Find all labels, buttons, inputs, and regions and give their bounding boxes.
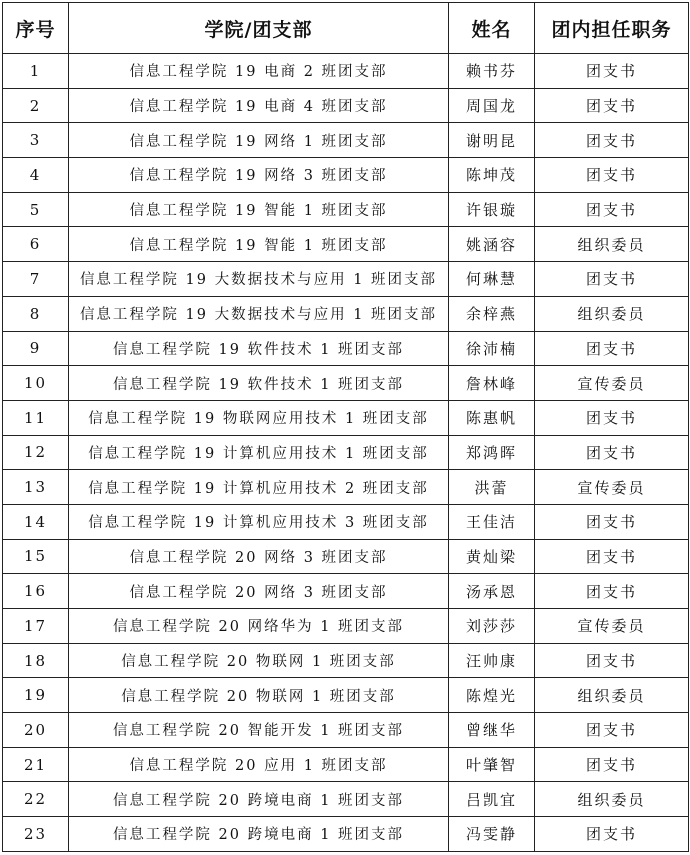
header-index: 序号 <box>3 3 69 54</box>
cell-role: 团支书 <box>535 331 689 366</box>
cell-unit: 信息工程学院 20 跨境电商 1 班团支部 <box>69 782 449 817</box>
cell-role: 组织委员 <box>535 678 689 713</box>
cell-role: 团支书 <box>535 504 689 539</box>
cell-name: 洪蕾 <box>449 470 535 505</box>
cell-unit: 信息工程学院 19 电商 2 班团支部 <box>69 54 449 89</box>
table-row <box>3 747 689 782</box>
cell-name: 赖书芬 <box>449 54 535 89</box>
cell-index: 13 <box>3 470 69 505</box>
table-body <box>3 54 689 852</box>
table-row <box>3 192 689 227</box>
cell-unit: 信息工程学院 19 电商 4 班团支部 <box>69 88 449 123</box>
cell-role: 团支书 <box>535 400 689 435</box>
cell-unit: 信息工程学院 20 网络华为 1 班团支部 <box>69 609 449 644</box>
cell-index: 10 <box>3 366 69 401</box>
cell-index: 19 <box>3 678 69 713</box>
table-row <box>3 539 689 574</box>
cell-unit: 信息工程学院 20 网络 3 班团支部 <box>69 574 449 609</box>
cell-name: 曾继华 <box>449 713 535 748</box>
cell-unit: 信息工程学院 19 物联网应用技术 1 班团支部 <box>69 400 449 435</box>
member-table <box>2 2 689 852</box>
cell-index: 5 <box>3 192 69 227</box>
cell-role: 团支书 <box>535 747 689 782</box>
cell-unit: 信息工程学院 20 智能开发 1 班团支部 <box>69 713 449 748</box>
cell-index: 15 <box>3 539 69 574</box>
table-row <box>3 574 689 609</box>
table-row <box>3 817 689 852</box>
cell-unit: 信息工程学院 19 智能 1 班团支部 <box>69 192 449 227</box>
cell-unit: 信息工程学院 20 跨境电商 1 班团支部 <box>69 817 449 852</box>
table-row <box>3 227 689 262</box>
cell-index: 23 <box>3 817 69 852</box>
cell-unit: 信息工程学院 19 软件技术 1 班团支部 <box>69 366 449 401</box>
cell-index: 4 <box>3 158 69 193</box>
header-row <box>3 3 689 54</box>
table-row <box>3 262 689 297</box>
cell-name: 汤承恩 <box>449 574 535 609</box>
cell-role: 组织委员 <box>535 782 689 817</box>
cell-name: 陈惠帆 <box>449 400 535 435</box>
cell-unit: 信息工程学院 19 智能 1 班团支部 <box>69 227 449 262</box>
cell-index: 12 <box>3 435 69 470</box>
table-row <box>3 400 689 435</box>
table-row <box>3 678 689 713</box>
cell-index: 11 <box>3 400 69 435</box>
cell-unit: 信息工程学院 20 网络 3 班团支部 <box>69 539 449 574</box>
table-row <box>3 88 689 123</box>
cell-role: 宣传委员 <box>535 609 689 644</box>
cell-unit: 信息工程学院 19 计算机应用技术 2 班团支部 <box>69 470 449 505</box>
cell-index: 21 <box>3 747 69 782</box>
cell-index: 16 <box>3 574 69 609</box>
table-row <box>3 158 689 193</box>
cell-name: 姚涵容 <box>449 227 535 262</box>
cell-unit: 信息工程学院 20 应用 1 班团支部 <box>69 747 449 782</box>
cell-role: 团支书 <box>535 435 689 470</box>
cell-index: 8 <box>3 296 69 331</box>
cell-name: 刘莎莎 <box>449 609 535 644</box>
cell-role: 团支书 <box>535 123 689 158</box>
cell-role: 宣传委员 <box>535 470 689 505</box>
table-row <box>3 366 689 401</box>
cell-index: 22 <box>3 782 69 817</box>
table-row <box>3 713 689 748</box>
cell-index: 6 <box>3 227 69 262</box>
table-row <box>3 782 689 817</box>
cell-name: 许银璇 <box>449 192 535 227</box>
cell-name: 周国龙 <box>449 88 535 123</box>
cell-name: 叶肇智 <box>449 747 535 782</box>
table-row <box>3 470 689 505</box>
cell-role: 团支书 <box>535 817 689 852</box>
cell-name: 詹林峰 <box>449 366 535 401</box>
cell-role: 团支书 <box>535 643 689 678</box>
cell-name: 陈坤茂 <box>449 158 535 193</box>
header-unit: 学院/团支部 <box>69 3 449 54</box>
cell-unit: 信息工程学院 19 大数据技术与应用 1 班团支部 <box>69 296 449 331</box>
cell-role: 宣传委员 <box>535 366 689 401</box>
header-role: 团内担任职务 <box>535 3 689 54</box>
cell-role: 团支书 <box>535 158 689 193</box>
cell-name: 黄灿梁 <box>449 539 535 574</box>
cell-index: 14 <box>3 504 69 539</box>
cell-index: 9 <box>3 331 69 366</box>
table-row <box>3 54 689 89</box>
cell-unit: 信息工程学院 20 物联网 1 班团支部 <box>69 678 449 713</box>
cell-name: 何琳慧 <box>449 262 535 297</box>
cell-index: 2 <box>3 88 69 123</box>
cell-unit: 信息工程学院 19 计算机应用技术 3 班团支部 <box>69 504 449 539</box>
cell-role: 团支书 <box>535 192 689 227</box>
table-row <box>3 331 689 366</box>
cell-unit: 信息工程学院 19 大数据技术与应用 1 班团支部 <box>69 262 449 297</box>
cell-role: 团支书 <box>535 539 689 574</box>
table-row <box>3 609 689 644</box>
cell-role: 团支书 <box>535 713 689 748</box>
table-row <box>3 435 689 470</box>
cell-unit: 信息工程学院 19 计算机应用技术 1 班团支部 <box>69 435 449 470</box>
cell-index: 1 <box>3 54 69 89</box>
cell-role: 团支书 <box>535 574 689 609</box>
table-row <box>3 296 689 331</box>
table-row <box>3 504 689 539</box>
cell-name: 冯雯静 <box>449 817 535 852</box>
cell-index: 7 <box>3 262 69 297</box>
cell-name: 余梓燕 <box>449 296 535 331</box>
cell-index: 18 <box>3 643 69 678</box>
table-row <box>3 123 689 158</box>
cell-unit: 信息工程学院 19 网络 3 班团支部 <box>69 158 449 193</box>
cell-role: 团支书 <box>535 54 689 89</box>
cell-name: 郑鸿晖 <box>449 435 535 470</box>
cell-role: 组织委员 <box>535 227 689 262</box>
cell-name: 陈煌光 <box>449 678 535 713</box>
cell-role: 团支书 <box>535 262 689 297</box>
cell-name: 谢明昆 <box>449 123 535 158</box>
cell-index: 20 <box>3 713 69 748</box>
cell-unit: 信息工程学院 19 软件技术 1 班团支部 <box>69 331 449 366</box>
cell-name: 徐沛楠 <box>449 331 535 366</box>
cell-name: 汪帅康 <box>449 643 535 678</box>
cell-role: 团支书 <box>535 88 689 123</box>
cell-unit: 信息工程学院 19 网络 1 班团支部 <box>69 123 449 158</box>
cell-index: 3 <box>3 123 69 158</box>
cell-name: 王佳洁 <box>449 504 535 539</box>
cell-role: 组织委员 <box>535 296 689 331</box>
table-row <box>3 643 689 678</box>
cell-name: 吕凯宜 <box>449 782 535 817</box>
header-name: 姓名 <box>449 3 535 54</box>
cell-index: 17 <box>3 609 69 644</box>
cell-unit: 信息工程学院 20 物联网 1 班团支部 <box>69 643 449 678</box>
